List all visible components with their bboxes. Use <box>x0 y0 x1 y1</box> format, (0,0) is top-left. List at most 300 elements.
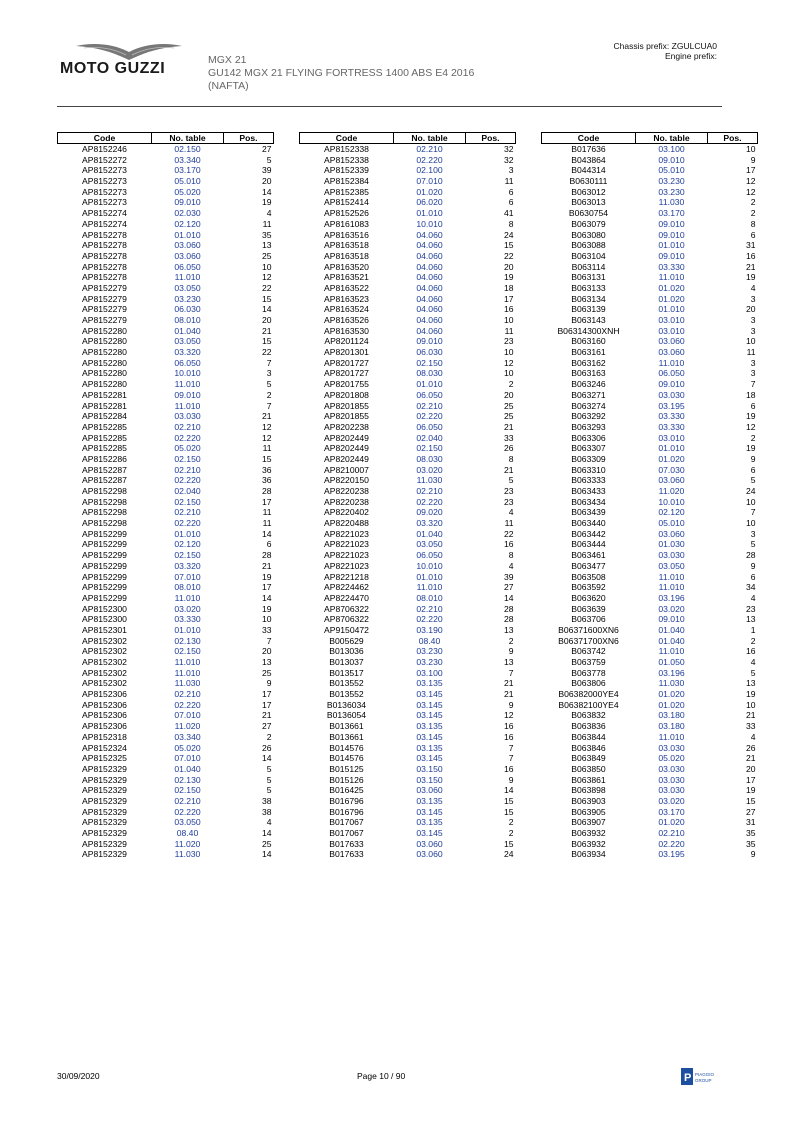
position: 3 <box>750 325 756 336</box>
position: 24 <box>503 229 514 240</box>
table-row <box>300 753 516 764</box>
table-row <box>58 187 274 198</box>
position: 10 <box>261 261 272 272</box>
parts-table-1 <box>57 132 274 860</box>
table-row <box>300 646 516 657</box>
table-row <box>58 240 274 251</box>
table-number: 10.010 <box>174 368 201 379</box>
table-number: 06.050 <box>658 368 685 379</box>
table-number: 08.40 <box>418 635 441 646</box>
part-code: AP8152274 <box>82 208 127 219</box>
position: 9 <box>508 646 514 657</box>
part-code: AP8152329 <box>82 774 127 785</box>
position: 8 <box>508 453 514 464</box>
table-row <box>542 433 758 444</box>
part-code: B063333 <box>571 475 606 486</box>
table-number: 01.020 <box>658 699 685 710</box>
part-code: B063861 <box>571 774 606 785</box>
table-row <box>58 272 274 283</box>
table-number: 04.060 <box>416 272 443 283</box>
position: 17 <box>503 293 514 304</box>
table-number: 01.010 <box>416 208 443 219</box>
table-row <box>542 401 758 412</box>
table-row <box>58 550 274 561</box>
position: 17 <box>745 774 756 785</box>
position: 13 <box>745 614 756 625</box>
table-row <box>300 251 516 262</box>
table-row <box>58 283 274 294</box>
part-code: B06371600XN6 <box>558 624 619 635</box>
table-row <box>58 176 274 187</box>
table-row <box>300 165 516 176</box>
position: 17 <box>745 165 756 176</box>
table-row <box>58 678 274 689</box>
part-code: AP8163518 <box>324 250 369 261</box>
position: 27 <box>261 144 272 154</box>
position: 19 <box>503 272 514 283</box>
table-number: 02.150 <box>174 144 201 154</box>
table-number: 03.196 <box>658 667 685 678</box>
table-row <box>58 443 274 454</box>
table-number: 09.010 <box>658 218 685 229</box>
table-row <box>300 678 516 689</box>
position: 16 <box>503 304 514 315</box>
table-row <box>542 336 758 347</box>
part-code: B063934 <box>571 849 606 860</box>
position: 2 <box>750 197 756 208</box>
table-row <box>542 379 758 390</box>
table-row <box>300 422 516 433</box>
part-code: B016425 <box>329 785 364 796</box>
position: 15 <box>261 336 272 347</box>
table-row <box>58 582 274 593</box>
table-number: 06.030 <box>174 304 201 315</box>
table-row <box>300 625 516 636</box>
part-code: AP8152298 <box>82 518 127 529</box>
table-row <box>542 582 758 593</box>
part-code: AP8152339 <box>324 165 369 176</box>
position: 6 <box>750 400 756 411</box>
table-number: 11.010 <box>658 731 685 742</box>
position: 32 <box>503 154 514 165</box>
position: 16 <box>503 763 514 774</box>
position: 10 <box>503 347 514 358</box>
part-code: B063759 <box>571 657 606 667</box>
part-code: AP8152384 <box>324 176 369 187</box>
part-code: AP8152329 <box>82 795 127 806</box>
table-number: 04.060 <box>416 315 443 325</box>
position: 19 <box>745 443 756 454</box>
table-number: 09.010 <box>658 229 685 240</box>
part-code: AP8201755 <box>324 379 369 390</box>
part-code: B063932 <box>571 838 606 849</box>
table-number: 03.050 <box>416 539 443 550</box>
position: 35 <box>745 838 756 849</box>
part-code: AP8221023 <box>324 550 369 561</box>
position: 15 <box>503 795 514 806</box>
position: 14 <box>261 528 272 539</box>
svg-text:GROUP: GROUP <box>695 1078 712 1083</box>
table-row <box>542 251 758 262</box>
table-row <box>300 443 516 454</box>
table-row <box>300 401 516 412</box>
table-row <box>58 710 274 721</box>
part-code: AP8202449 <box>324 453 369 464</box>
position: 3 <box>266 368 272 379</box>
table-number: 02.220 <box>416 154 443 165</box>
part-code: B013037 <box>329 657 364 667</box>
table-number: 08.030 <box>416 368 443 379</box>
position: 25 <box>503 400 514 411</box>
table-number: 02.210 <box>174 464 201 475</box>
part-code: AP8221023 <box>324 539 369 550</box>
position: 16 <box>745 646 756 657</box>
part-code: B016796 <box>329 806 364 817</box>
table-row <box>58 817 274 828</box>
table-row <box>300 668 516 679</box>
table-number: 03.230 <box>658 176 685 187</box>
table-row <box>300 593 516 604</box>
table-number: 03.145 <box>416 710 443 721</box>
table-row <box>300 817 516 828</box>
position: 2 <box>750 635 756 646</box>
part-code: AP8152280 <box>82 357 127 368</box>
piaggio-group-logo <box>681 1068 723 1086</box>
part-code: AP8152298 <box>82 496 127 507</box>
position: 25 <box>261 667 272 678</box>
table-number: 06.030 <box>416 347 443 358</box>
position: 20 <box>261 176 272 187</box>
position: 11 <box>262 518 272 529</box>
position: 28 <box>261 486 272 496</box>
table-row <box>58 732 274 743</box>
table-number: 03.135 <box>416 742 443 753</box>
table-row <box>58 208 274 219</box>
table-row <box>58 230 274 241</box>
part-code: B063477 <box>571 560 606 571</box>
position: 13 <box>503 624 514 635</box>
part-code: AP8152287 <box>82 464 127 475</box>
table-row <box>58 785 274 796</box>
position: 7 <box>750 507 756 518</box>
position: 35 <box>261 229 272 240</box>
table-number: 06.050 <box>416 550 443 561</box>
table-row <box>300 187 516 198</box>
position: 24 <box>745 486 756 496</box>
position: 16 <box>745 250 756 261</box>
table-number: 03.060 <box>658 475 685 486</box>
position: 7 <box>266 400 272 411</box>
part-code: AP8152338 <box>324 154 369 165</box>
position: 23 <box>503 486 514 496</box>
position: 9 <box>750 154 756 165</box>
table-number: 03.150 <box>416 774 443 785</box>
table-number: 02.220 <box>174 518 201 529</box>
part-code: AP8220402 <box>324 507 369 518</box>
table-row <box>300 582 516 593</box>
position: 11 <box>746 347 756 358</box>
position: 31 <box>745 240 756 251</box>
table-row <box>58 668 274 679</box>
column-header-code: Code <box>542 133 636 144</box>
part-code: AP8220238 <box>324 496 369 507</box>
position: 25 <box>503 411 514 422</box>
table-number: 03.030 <box>658 763 685 774</box>
position: 19 <box>261 197 272 208</box>
table-row <box>300 240 516 251</box>
table-number: 03.320 <box>174 560 201 571</box>
part-code: AP8201727 <box>324 357 369 368</box>
part-code: B063434 <box>571 496 606 507</box>
table-row <box>542 775 758 786</box>
part-code: AP8152285 <box>82 432 127 443</box>
position: 12 <box>503 357 514 368</box>
position: 5 <box>750 539 756 550</box>
table-row <box>58 614 274 625</box>
part-code: B063806 <box>571 678 606 689</box>
part-code: AP8201855 <box>324 411 369 422</box>
position: 13 <box>503 657 514 667</box>
table-row <box>542 646 758 657</box>
position: 10 <box>745 699 756 710</box>
part-code: B063134 <box>571 293 606 304</box>
table-row <box>300 475 516 486</box>
table-number: 06.020 <box>416 197 443 208</box>
position: 14 <box>261 186 272 197</box>
part-code: B017633 <box>329 849 364 860</box>
position: 34 <box>745 582 756 593</box>
position: 17 <box>261 689 272 700</box>
part-code: B013661 <box>329 731 364 742</box>
part-code: AP8201301 <box>324 347 369 358</box>
table-row <box>300 839 516 850</box>
table-row <box>300 433 516 444</box>
position: 36 <box>261 475 272 486</box>
part-code: AP8152318 <box>82 731 127 742</box>
position: 21 <box>503 464 514 475</box>
table-number: 02.210 <box>174 795 201 806</box>
position: 20 <box>745 763 756 774</box>
table-number: 11.030 <box>416 475 443 486</box>
table-row <box>542 272 758 283</box>
table-row <box>542 497 758 508</box>
part-code: B017636 <box>571 144 606 154</box>
table-row <box>58 144 274 155</box>
position: 22 <box>503 250 514 261</box>
table-number: 11.020 <box>174 721 201 732</box>
position: 33 <box>503 432 514 443</box>
table-row <box>542 368 758 379</box>
position: 13 <box>261 657 272 667</box>
part-code: B014576 <box>329 753 364 764</box>
table-number: 11.030 <box>174 678 201 689</box>
table-row <box>542 475 758 486</box>
page-number: Page 10 / 90 <box>357 1071 406 1081</box>
position: 11 <box>262 218 272 229</box>
part-code: AP8152286 <box>82 453 127 464</box>
table-number: 02.040 <box>416 432 443 443</box>
table-row <box>300 539 516 550</box>
table-row <box>542 454 758 465</box>
table-row <box>58 347 274 358</box>
position: 21 <box>261 325 272 336</box>
position: 7 <box>266 357 272 368</box>
position: 8 <box>508 218 514 229</box>
table-number: 03.135 <box>416 795 443 806</box>
table-number: 03.230 <box>416 657 443 667</box>
table-number: 06.050 <box>174 357 201 368</box>
position: 14 <box>503 785 514 796</box>
position: 1 <box>750 624 756 635</box>
table-number: 03.320 <box>174 347 201 358</box>
part-code: AP8706322 <box>324 603 369 614</box>
part-code: B063844 <box>571 731 606 742</box>
part-code: B063905 <box>571 806 606 817</box>
table-row <box>542 443 758 454</box>
table-row <box>300 604 516 615</box>
table-row <box>58 636 274 647</box>
table-row <box>58 358 274 369</box>
part-code: AP8152285 <box>82 443 127 454</box>
column-header-code: Code <box>58 133 152 144</box>
part-code: AP8152278 <box>82 240 127 251</box>
part-code: B043864 <box>571 154 606 165</box>
table-number: 03.145 <box>416 828 443 838</box>
table-number: 03.060 <box>658 347 685 358</box>
table-number: 04.060 <box>416 261 443 272</box>
table-number: 09.010 <box>174 197 201 208</box>
table-number: 11.020 <box>658 486 685 496</box>
position: 10 <box>745 144 756 154</box>
position: 10 <box>745 496 756 507</box>
position: 5 <box>266 785 272 796</box>
part-code: AP8163530 <box>324 325 369 336</box>
table-number: 06.050 <box>174 261 201 272</box>
position: 6 <box>266 539 272 550</box>
table-row <box>542 155 758 166</box>
table-number: 07.030 <box>658 464 685 475</box>
table-number: 03.330 <box>658 261 685 272</box>
table-row <box>300 358 516 369</box>
table-number: 11.010 <box>658 646 685 657</box>
position: 20 <box>503 261 514 272</box>
part-code: B063160 <box>571 336 606 347</box>
part-code: B063898 <box>571 785 606 796</box>
position: 28 <box>503 614 514 625</box>
position: 17 <box>261 582 272 593</box>
table-number: 03.100 <box>658 144 685 154</box>
table-row <box>542 518 758 529</box>
table-number: 02.220 <box>174 806 201 817</box>
table-row <box>300 208 516 219</box>
table-row <box>542 849 758 860</box>
table-number: 07.010 <box>416 176 443 187</box>
position: 17 <box>261 496 272 507</box>
table-number: 02.150 <box>416 443 443 454</box>
part-code: AP8152280 <box>82 368 127 379</box>
position: 38 <box>261 806 272 817</box>
table-number: 02.220 <box>174 432 201 443</box>
table-row <box>542 294 758 305</box>
table-number: 03.340 <box>174 154 201 165</box>
part-code: B063161 <box>571 347 606 358</box>
part-code: B063013 <box>571 197 606 208</box>
parts-table-3 <box>541 132 758 860</box>
table-row <box>300 347 516 358</box>
table-number: 03.145 <box>416 689 443 700</box>
part-code: B0136054 <box>326 710 367 721</box>
table-number: 03.230 <box>416 646 443 657</box>
table-number: 11.020 <box>174 838 201 849</box>
part-code: AP8152302 <box>82 657 127 667</box>
part-code: AP8163526 <box>324 315 369 325</box>
table-number: 02.030 <box>174 208 201 219</box>
brand-name: MOTO GUZZI <box>60 60 166 77</box>
position: 10 <box>261 614 272 625</box>
table-number: 03.010 <box>658 432 685 443</box>
model-line-1: MGX 21 <box>208 54 247 66</box>
part-code: AP8152299 <box>82 560 127 571</box>
part-code: B063088 <box>571 240 606 251</box>
part-code: B06382000YE4 <box>558 689 619 700</box>
position: 10 <box>503 315 514 325</box>
part-code: AP8152273 <box>82 197 127 208</box>
table-number: 01.010 <box>658 443 685 454</box>
table-row <box>542 817 758 828</box>
table-row <box>300 775 516 786</box>
position: 18 <box>745 389 756 400</box>
table-number: 03.020 <box>416 464 443 475</box>
table-number: 03.060 <box>416 785 443 796</box>
table-number: 01.010 <box>174 229 201 240</box>
position: 7 <box>266 635 272 646</box>
table-number: 02.130 <box>174 635 201 646</box>
table-number: 03.050 <box>174 336 201 347</box>
table-row <box>300 529 516 540</box>
part-code: AP8152300 <box>82 603 127 614</box>
table-row <box>58 497 274 508</box>
table-number: 09.020 <box>416 507 443 518</box>
table-row <box>300 304 516 315</box>
table-number: 01.010 <box>174 624 201 635</box>
table-number: 01.010 <box>658 240 685 251</box>
position: 13 <box>261 240 272 251</box>
part-code: AP8201808 <box>324 389 369 400</box>
part-code: B063104 <box>571 250 606 261</box>
part-code: AP8152273 <box>82 165 127 176</box>
position: 15 <box>745 795 756 806</box>
position: 4 <box>750 657 756 667</box>
part-code: B063592 <box>571 582 606 593</box>
table-row <box>300 561 516 572</box>
table-row <box>300 283 516 294</box>
part-code: B063131 <box>571 272 606 283</box>
part-code: B063143 <box>571 315 606 325</box>
position: 41 <box>503 208 514 219</box>
table-number: 02.220 <box>416 411 443 422</box>
table-row <box>542 721 758 732</box>
table-row <box>300 518 516 529</box>
table-row <box>58 197 274 208</box>
part-code: B063309 <box>571 453 606 464</box>
position: 22 <box>261 347 272 358</box>
part-code: AP8152300 <box>82 614 127 625</box>
position: 5 <box>266 763 272 774</box>
column-header-code: Code <box>300 133 394 144</box>
table-number: 08.40 <box>176 828 199 838</box>
table-row <box>58 764 274 775</box>
table-row <box>58 294 274 305</box>
